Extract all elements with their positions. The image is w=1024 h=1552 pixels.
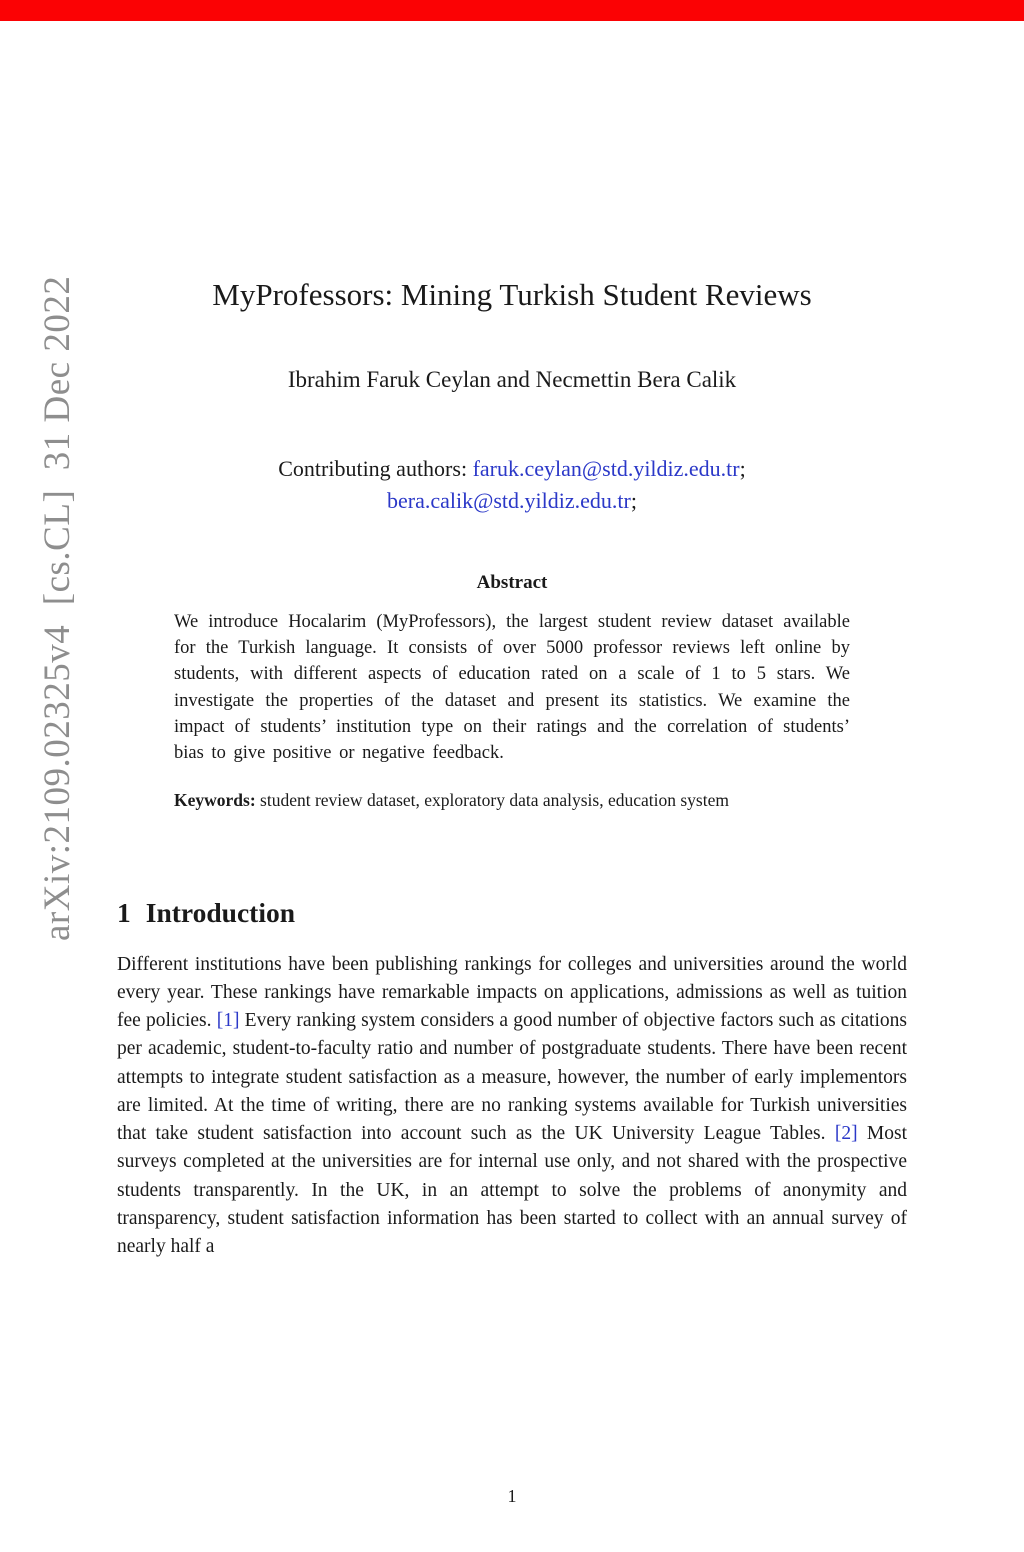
intro-text-3: Most surveys completed at the universities are for internal use only, and not shared with the prospective students transparently. In the UK, in an attempt to solve the problems of anonymity and transparency, student satisfaction information has been started to collect with an annual survey of nearly half a xyxy=(117,1123,907,1258)
contributing-prefix: Contributing authors: xyxy=(278,456,473,482)
contributing-sep-1: ; xyxy=(739,456,746,482)
citation-ref-2[interactable]: [2] xyxy=(834,1123,858,1145)
paper-title: MyProfessors: Mining Turkish Student Reviews xyxy=(212,277,812,312)
abstract-heading: Abstract xyxy=(476,571,548,593)
section-title: Introduction xyxy=(145,896,295,928)
paper-authors: Ibrahim Faruk Ceylan and Necmettin Bera Calik xyxy=(287,367,737,393)
email-link-2[interactable]: bera.calik@std.yildiz.edu.tr xyxy=(387,487,631,513)
contributing-line-1 xyxy=(117,453,907,484)
intro-paragraph xyxy=(117,951,907,1262)
keywords-block xyxy=(174,788,850,812)
citation-ref-1[interactable]: [1] xyxy=(216,1010,240,1032)
contributing-authors-block xyxy=(117,453,907,515)
section-number: 1 xyxy=(117,896,131,928)
page-number: 1 xyxy=(507,1486,517,1506)
intro-text-2: Every ranking system considers a good number of objective factors such as citations per academic, student-to-faculty ratio and number of postgraduate students. There have been recent attempts to integrate student satisfaction as a measure, however, the number of early implementors are limited. At the time of writing, there are no ranking systems available for Turkish universities that take student satisfaction into account such as the UK University League Tables. xyxy=(117,1010,907,1145)
arxiv-identifier-watermark: arXiv:2109.02325v4 [cs.CL] 31 Dec 2022 xyxy=(37,275,78,941)
contributing-line-2 xyxy=(117,485,907,516)
intro-text-1: Different institutions have been publishing rankings for colleges and universities around the world every year. These rankings have remarkable impacts on applications, admissions as well as tuition fee policies. xyxy=(117,953,907,1032)
keywords-text: student review dataset, exploratory data analysis, education system xyxy=(255,790,729,811)
keywords-label: Keywords: xyxy=(174,790,256,811)
email-link-1[interactable]: faruk.ceylan@std.yildiz.edu.tr xyxy=(472,456,740,482)
abstract-text: We introduce Hocalarim (MyProfessors), the largest student review dataset available for the Turkish language. It consists of over 5000 professor reviews left online by students, with different aspects of education rated on a scale of 1 to 5 stars. We investigate the properties of the dataset and present its statistics. We examine the impact of students’ institution type on their ratings and the correlation of students’ bias to give positive or negative feedback. xyxy=(174,611,850,764)
section-heading-introduction xyxy=(117,897,907,929)
contributing-sep-2: ; xyxy=(630,487,637,513)
abstract-section xyxy=(174,572,850,767)
paper-page xyxy=(117,0,907,1261)
